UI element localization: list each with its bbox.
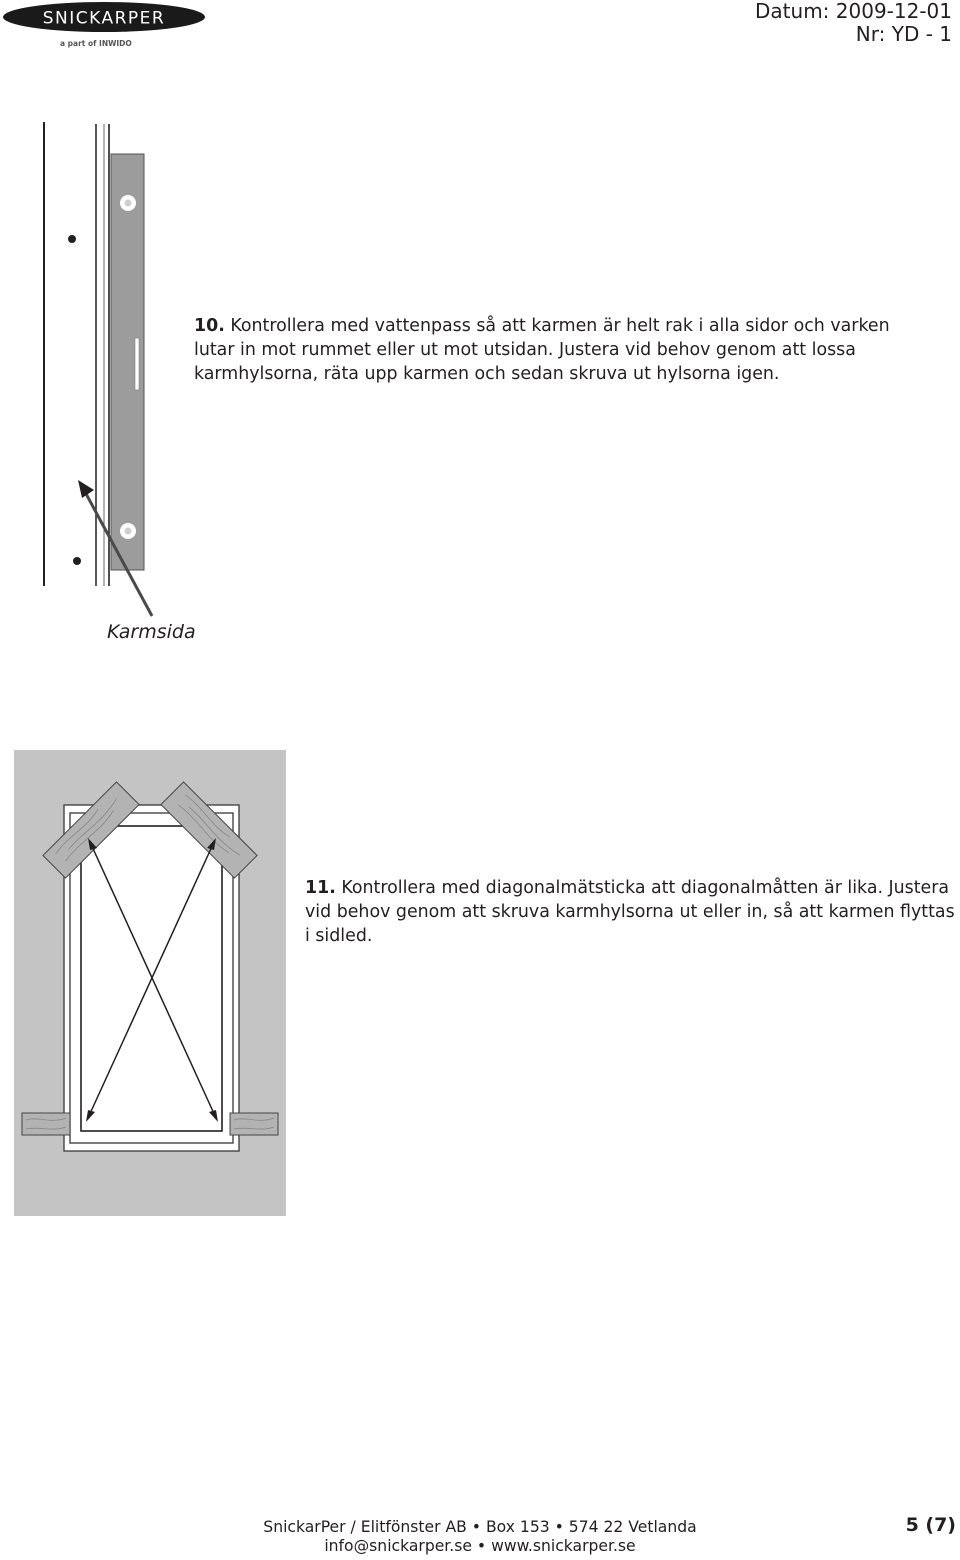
footer-contact: info@snickarper.se • www.snickarper.se xyxy=(324,1537,636,1555)
level-vial xyxy=(135,338,139,390)
brand-name: SNICKARPER xyxy=(42,8,166,29)
step-11-body: Kontrollera med diagonalmätsticka att diagonalmåtten är lika. Justera vid behov genom att skruva karmhylsorna ut eller in, så att karmen flyttas i sidled. xyxy=(305,878,955,946)
screw-dot-top xyxy=(68,235,76,243)
page-footer xyxy=(200,1518,760,1556)
brand-tagline: a part of INWIDO xyxy=(60,39,132,48)
footer-address: SnickarPer / Elitfönster AB • Box 153 • 574 22 Vetlanda xyxy=(263,1518,697,1536)
step-10-number: 10. xyxy=(194,316,225,336)
diagonal-figure xyxy=(14,750,286,1216)
brand-logo xyxy=(0,0,210,52)
wedge-bottom-right xyxy=(230,1113,278,1135)
wedge-bottom-left xyxy=(22,1113,70,1135)
step-10-text xyxy=(194,314,894,386)
step-11-number: 11. xyxy=(305,878,336,898)
document-meta xyxy=(755,0,952,46)
figure-label-karmsida: Karmsida xyxy=(107,621,196,643)
document-number: Nr: YD - 1 xyxy=(855,22,952,46)
screw-dot-bottom xyxy=(73,557,81,565)
page-number: 5 (7) xyxy=(905,1514,956,1536)
step-11-text xyxy=(305,876,955,948)
pointer-arrow-head xyxy=(78,480,94,498)
document-date: Datum: 2009-12-01 xyxy=(755,0,952,23)
step-10-body: Kontrollera med vattenpass så att karmen är helt rak i alla sidor och varken lutar in mot rummet eller ut mot utsidan. Justera vid behov genom att lossa karmhylsorna, räta upp karmen och sedan skruva ut hylsorna igen. xyxy=(194,316,890,384)
